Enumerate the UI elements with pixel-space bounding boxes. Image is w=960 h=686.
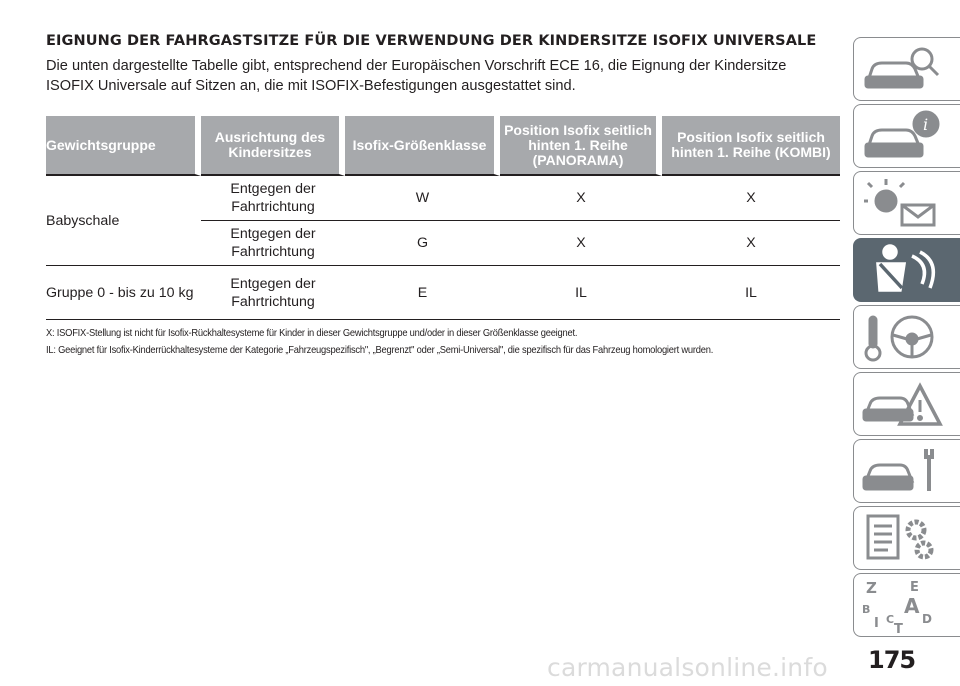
section-title: EIGNUNG DER FAHRGASTSITZE FÜR DIE VERWENDUNG DER KINDERSITZE ISOFIX UNIVERSALE — [46, 33, 817, 49]
footnote-il: IL: Geeignet für Isofix-Kinderrückhaltesysteme der Kategorie „Fahrzeugspezifisch", „Begrenzt" oder „Semi-Universal", die spezifisch für das Fahrzeug homologiert wurden. — [46, 345, 714, 356]
page-number: 175 — [868, 646, 916, 674]
car-warning-icon — [860, 376, 944, 432]
index-letter: Z — [866, 579, 877, 597]
direction-cell: Entgegen der Fahrtrichtung — [201, 266, 345, 320]
kombi-cell: X — [662, 221, 840, 266]
group-cell: Gruppe 0 - bis zu 10 kg — [46, 266, 201, 320]
tab-car-search[interactable] — [853, 37, 960, 101]
table-header-row — [46, 116, 840, 176]
index-letter: T — [894, 622, 903, 633]
footnote-x: X: ISOFIX-Stellung ist nicht für Isofix-Rückhaltesysteme für Kinder in dieser Gewichtsgruppe und/oder in dieser Größenklasse geeignet. — [46, 328, 578, 339]
header-position-panorama: Position Isofix seitlich hinten 1. Reihe (PANORAMA) — [500, 116, 662, 176]
group-cell: Babyschale — [46, 176, 201, 266]
index-letter: D — [922, 612, 932, 626]
tab-starting-driving[interactable] — [853, 305, 960, 369]
steering-wheel-key-icon — [860, 309, 944, 365]
alphabet-index-icon — [860, 577, 944, 633]
panorama-cell: X — [500, 176, 662, 221]
index-letter: C — [886, 613, 895, 626]
table-row — [46, 266, 840, 320]
panorama-cell: IL — [500, 266, 662, 320]
car-info-icon — [860, 108, 944, 164]
header-direction: Ausrichtung des Kindersitzes — [201, 116, 345, 176]
tab-safety[interactable] — [853, 238, 960, 302]
car-search-icon — [860, 41, 944, 97]
panorama-cell: X — [500, 221, 662, 266]
seatbelt-airbag-icon — [860, 242, 944, 298]
size-cell: E — [345, 266, 500, 320]
car-wrench-icon — [860, 443, 944, 499]
watermark: carmanualsonline.info — [547, 653, 828, 682]
index-letter: B — [862, 603, 871, 616]
page-content — [46, 34, 840, 359]
header-position-kombi: Position Isofix seitlich hinten 1. Reihe (KOMBI) — [662, 116, 840, 176]
header-weight-group: Gewichtsgruppe — [46, 116, 201, 176]
table-footnotes — [46, 325, 856, 359]
isofix-suitability-table — [46, 116, 840, 320]
svg-text:i: i — [923, 115, 929, 134]
chapter-tabs — [853, 37, 960, 640]
index-letter: E — [910, 580, 919, 595]
kombi-cell: IL — [662, 266, 840, 320]
table-row — [46, 176, 840, 221]
size-cell: W — [345, 176, 500, 221]
header-size-class: Isofix-Größenklasse — [345, 116, 500, 176]
kombi-cell: X — [662, 176, 840, 221]
warning-light-icon — [860, 175, 944, 231]
tab-maintenance[interactable] — [853, 439, 960, 503]
intro-paragraph: Die unten dargestellte Tabelle gibt, entsprechend der Europäischen Vorschrift ECE 16, die Eignung der Kindersitze ISOFIX Universale auf Sitzen an, die mit ISOFIX-Befestigungen ausgestattet sind. — [46, 58, 787, 94]
tab-warning-lights[interactable] — [853, 171, 960, 235]
index-letter: A — [904, 594, 920, 618]
tab-car-info[interactable] — [853, 104, 960, 168]
index-letter: I — [874, 616, 879, 631]
tab-technical-data[interactable] — [853, 506, 960, 570]
tab-emergency[interactable] — [853, 372, 960, 436]
specs-gears-icon — [860, 510, 944, 566]
direction-cell: Entgegen der Fahrtrichtung — [201, 221, 345, 266]
tab-index[interactable] — [853, 573, 960, 637]
direction-cell: Entgegen der Fahrtrichtung — [201, 176, 345, 221]
size-cell: G — [345, 221, 500, 266]
